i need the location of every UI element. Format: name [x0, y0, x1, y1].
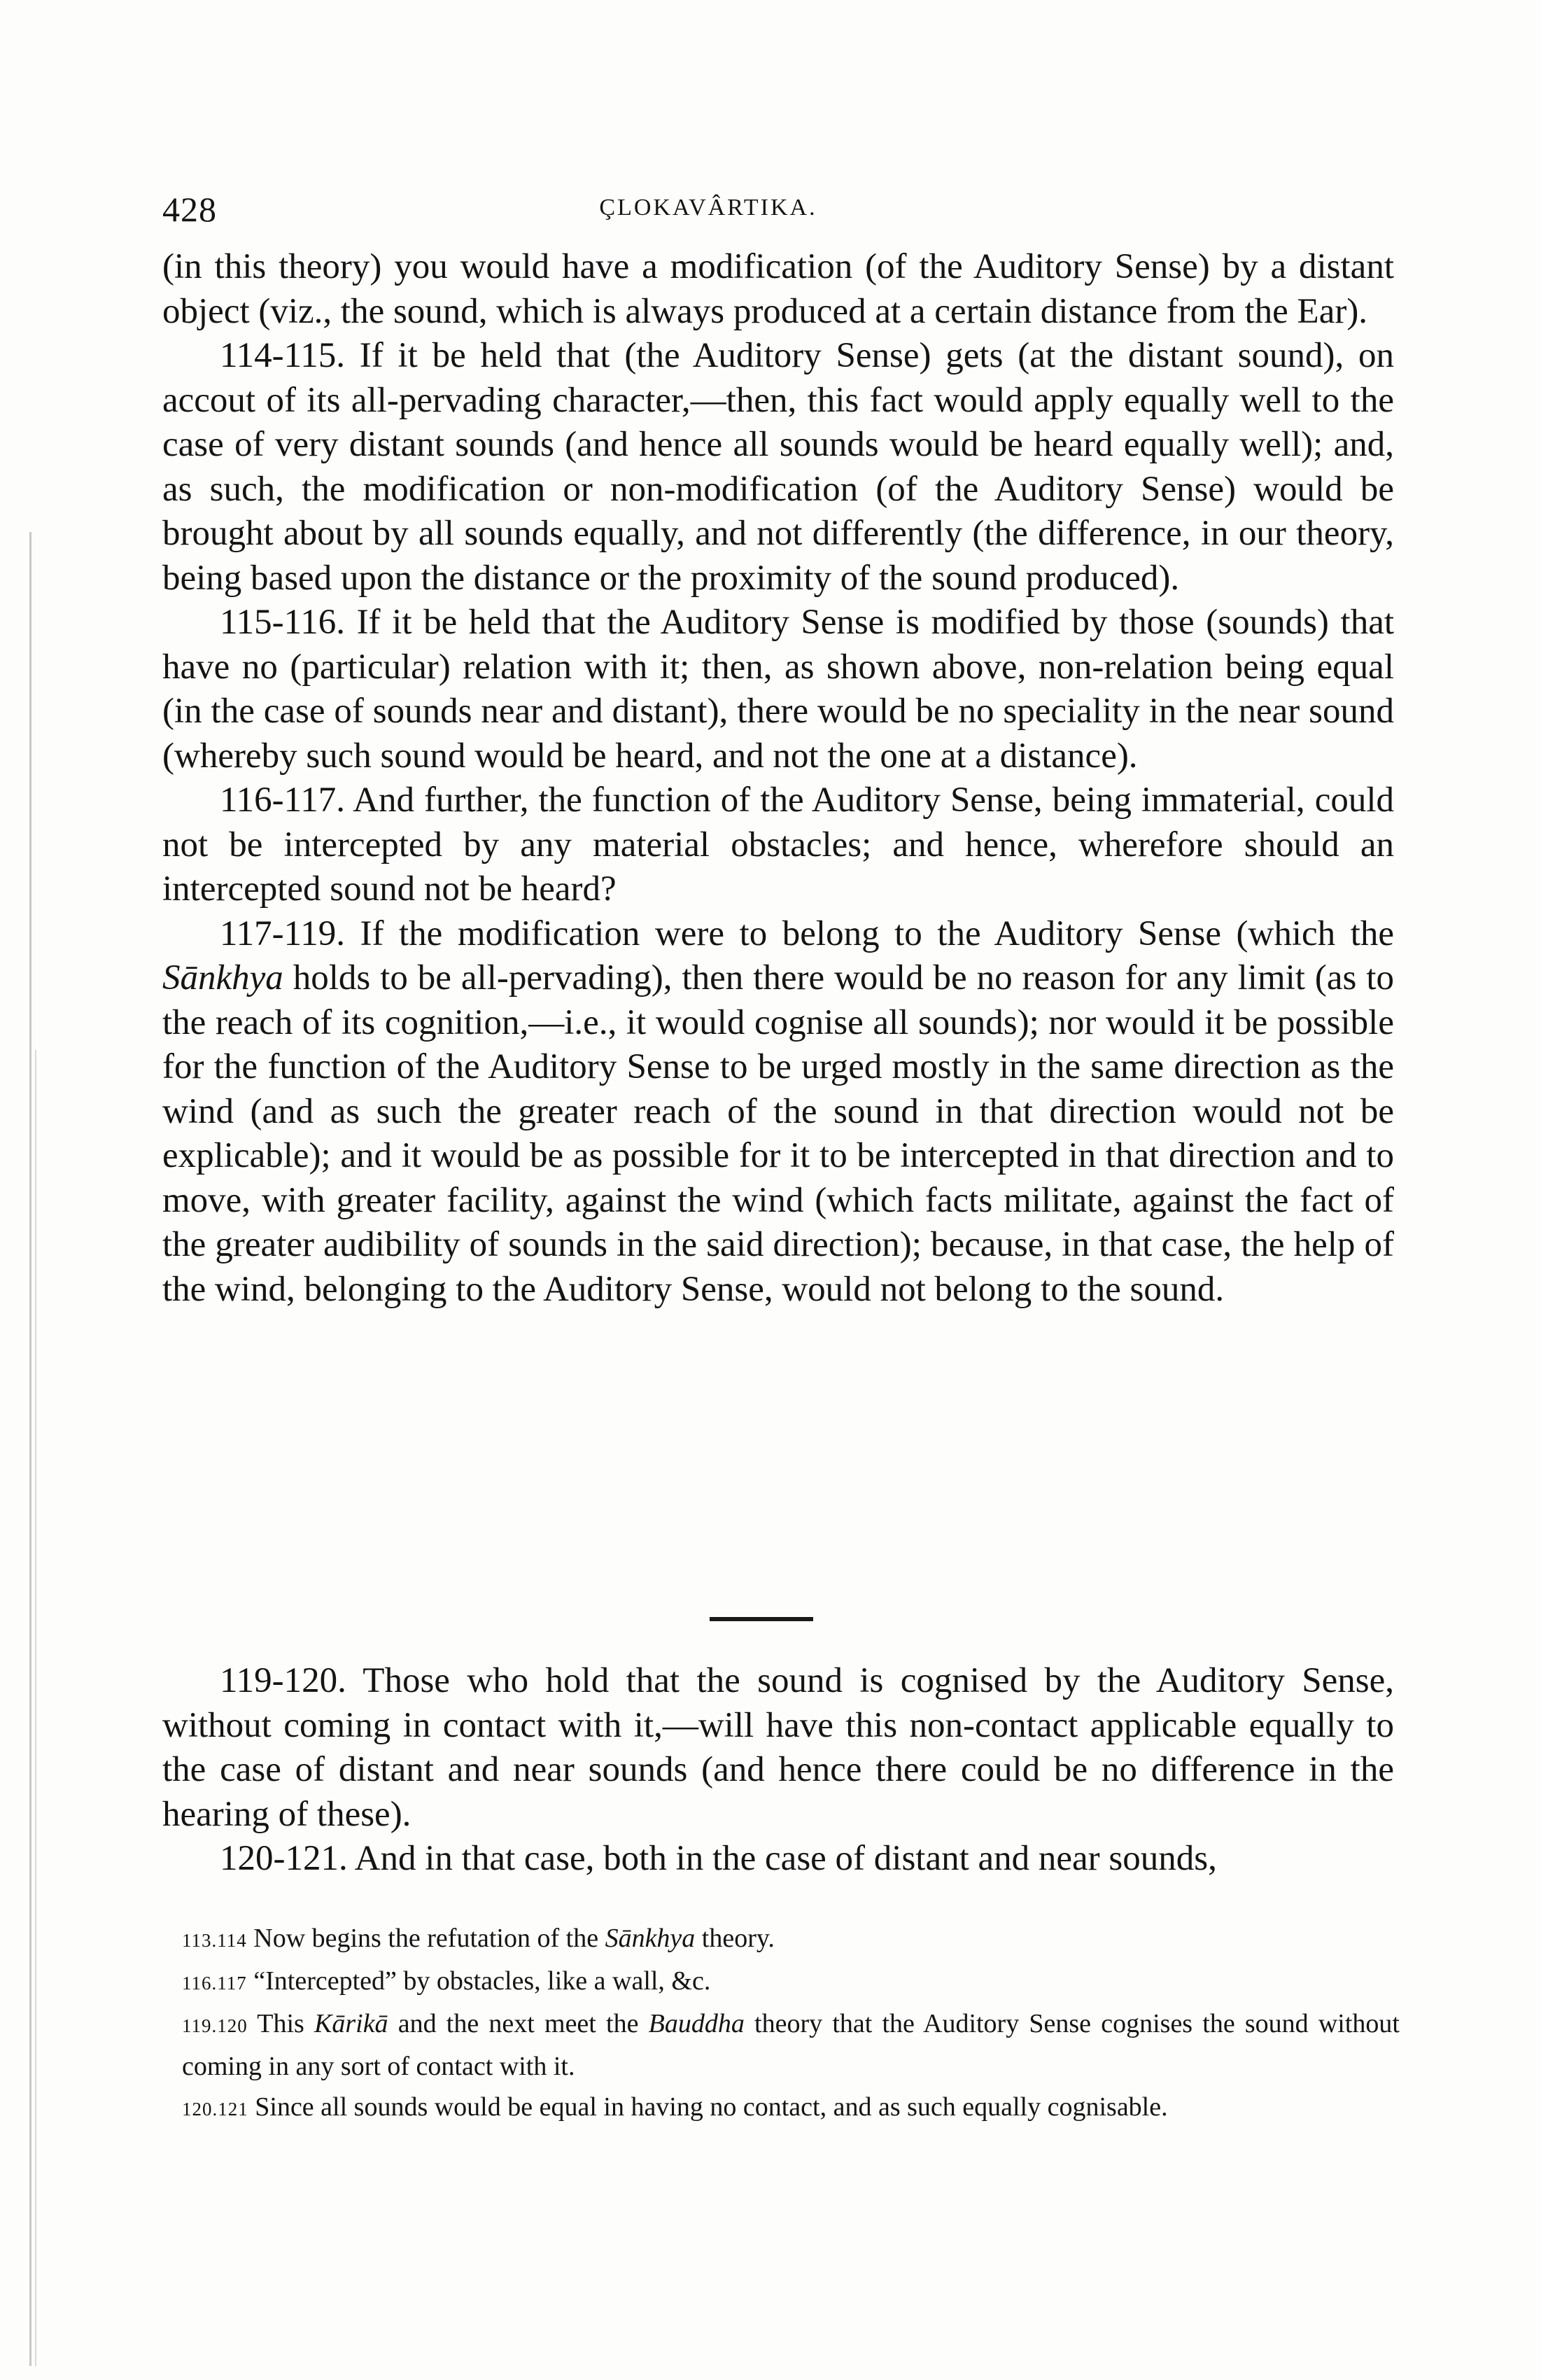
paragraph-115-116: 115-116. If it be held that the Auditory Sense is modified by those (sounds) that have no (particular) relation with it; then, as shown above, non-relation being equal (in the case of sounds near and distant), there would be no speciality in the near sound (whereby such sound would be heard, and not the one at a distance).	[162, 603, 1394, 776]
paragraph-continuation: (in this theory) you would have a modification (of the Auditory Sense) by a distant object (viz., the sound, which is always produced at a certain distance from the Ear).	[162, 247, 1394, 331]
paragraph-120-121: 120-121. And in that case, both in the case of distant and near sounds,	[220, 1839, 1217, 1878]
paragraph-117-119-part-2: holds to be all-pervading), then there would be no reason for any limit (as to the reach of its cognition,—i.e., it would cognise all sounds); nor would it be possible for the function of the Auditory Sense to be urged mostly in the same direction as the wind (and as such the greater reach of the sound in that direction would not be explicable); and it would be as possible for it to be intercepted in that direction and to move, with greater facility, against the wind (which facts militate, against the fact of the greater audibility of sounds in the said direction); because, in that case, the help of the wind, belonging to the Auditory Sense, would not belong to the sound.	[162, 958, 1394, 1309]
footnote-4-number: 120.121	[182, 2099, 248, 2120]
footnote-1-text-a: Now begins the refutation of the	[253, 1924, 605, 1953]
footnote-3-number: 119.120	[182, 2015, 248, 2036]
footnote-4-text: Since all sounds would be equal in having no contact, and as such equally cognisable.	[255, 2092, 1168, 2122]
footnote-2	[182, 1961, 1400, 2003]
footnote-4	[182, 2087, 1400, 2129]
footnote-2-text: “Intercepted” by obstacles, like a wall, &c.	[253, 1966, 711, 1996]
binding-margin-line-inner	[35, 1050, 36, 2366]
paragraph-117-119	[162, 912, 1394, 1312]
footnote-3	[182, 2003, 1400, 2087]
running-title: ÇLOKAVÂRTIKA.	[599, 195, 817, 220]
binding-margin-line	[29, 532, 31, 2366]
paragraph-116-117: 116-117. And further, the function of the Auditory Sense, being immaterial, could not be intercepted by any material obstacles; and hence, wherefore should an intercepted sound not be heard?	[162, 780, 1394, 909]
page-header	[162, 189, 1408, 231]
footnote-2-number: 116.117	[182, 1973, 247, 1994]
main-text-section-b	[162, 1659, 1394, 1882]
footnote-1	[182, 1918, 1400, 1961]
paragraph-117-119-part-1: 117-119. If the modification were to belong to the Auditory Sense (which the	[220, 913, 1394, 953]
footnote-1-text-b: theory.	[695, 1924, 775, 1953]
page-number: 428	[162, 190, 217, 229]
main-text-section-a	[162, 245, 1394, 1312]
footnote-3-text-b: and the next meet the	[388, 2009, 649, 2038]
footnote-3-text-c: theory that the Auditory Sense cognises the sound without coming in any sort of contact with it.	[182, 2009, 1400, 2081]
footnote-3-text-a: This	[257, 2009, 314, 2038]
footnote-1-sankhya: Sānkhya	[605, 1924, 696, 1953]
sankhya-term: Sānkhya	[162, 958, 283, 997]
footnote-1-number: 113.114	[182, 1930, 247, 1951]
paragraph-119-120: 119-120. Those who hold that the sound is cognised by the Auditory Sense, without coming in contact with it,—will have this non-contact applicable equally to the case of distant and near sounds (and hence there could be no difference in the hearing of these).	[162, 1661, 1394, 1834]
footnotes	[182, 1918, 1400, 2129]
section-divider-rule	[710, 1617, 813, 1621]
footnote-3-karika: Kārikā	[314, 2009, 388, 2038]
paragraph-114-115: 114-115. If it be held that (the Auditory Sense) gets (at the distant sound), on accout of its all-pervading character,—then, this fact would apply equally well to the case of very distant sounds (and hence all sounds would be heard equally well); and, as such, the modification or non-modification (of the Auditory Sense) would be brought about by all sounds equally, and not differently (the difference, in our theory, being based upon the distance or the proximity of the sound produced).	[162, 336, 1394, 598]
footnote-3-bauddha: Bauddha	[648, 2009, 745, 2038]
